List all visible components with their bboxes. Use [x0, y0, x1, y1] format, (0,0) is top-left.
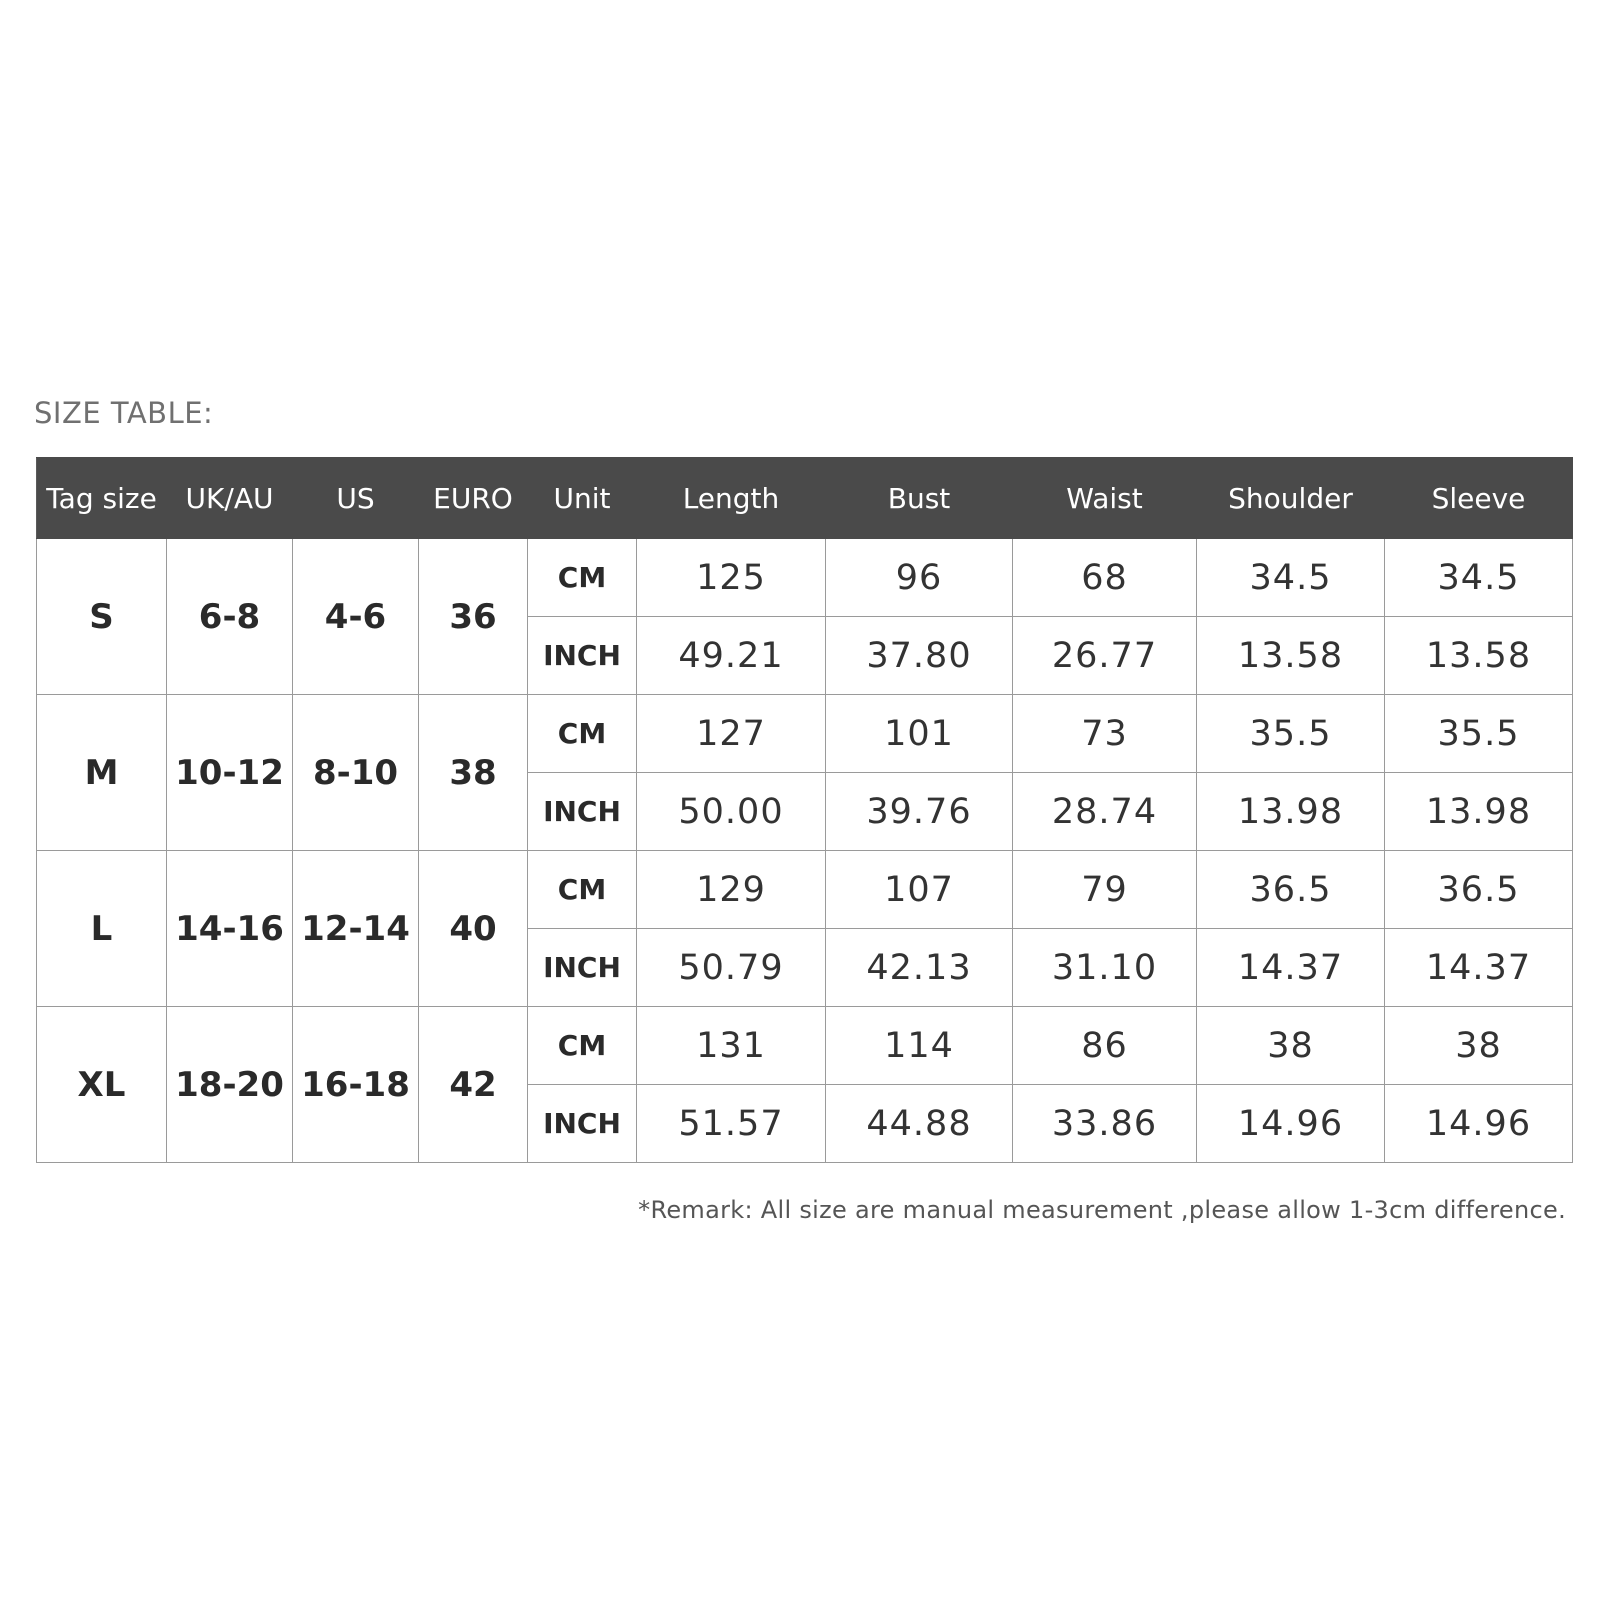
- unit-cell: CM: [528, 851, 637, 929]
- euro-cell: 36: [419, 539, 528, 695]
- length-cell: 50.00: [637, 773, 826, 851]
- sleeve-cell: 38: [1385, 1007, 1573, 1085]
- us-cell: 16-18: [293, 1007, 419, 1163]
- euro-cell: 38: [419, 695, 528, 851]
- table-row: [37, 1007, 1573, 1085]
- unit-cell: CM: [528, 695, 637, 773]
- header-sleeve: Sleeve: [1385, 458, 1573, 539]
- remark-note: *Remark: All size are manual measurement ,please allow 1-3cm difference.: [638, 1196, 1566, 1224]
- waist-cell: 86: [1013, 1007, 1197, 1085]
- tag-size-cell: M: [37, 695, 167, 851]
- shoulder-cell: 35.5: [1197, 695, 1385, 773]
- sleeve-cell: 13.58: [1385, 617, 1573, 695]
- uk-au-cell: 18-20: [167, 1007, 293, 1163]
- waist-cell: 79: [1013, 851, 1197, 929]
- shoulder-cell: 13.58: [1197, 617, 1385, 695]
- uk-au-cell: 14-16: [167, 851, 293, 1007]
- sleeve-cell: 34.5: [1385, 539, 1573, 617]
- length-cell: 51.57: [637, 1085, 826, 1163]
- size-table: [36, 457, 1573, 1163]
- bust-cell: 39.76: [826, 773, 1013, 851]
- uk-au-cell: 6-8: [167, 539, 293, 695]
- length-cell: 50.79: [637, 929, 826, 1007]
- table-row: [37, 539, 1573, 617]
- table-row: [37, 851, 1573, 929]
- unit-cell: INCH: [528, 617, 637, 695]
- header-tag-size: Tag size: [37, 458, 167, 539]
- header-euro: EURO: [419, 458, 528, 539]
- euro-cell: 42: [419, 1007, 528, 1163]
- shoulder-cell: 38: [1197, 1007, 1385, 1085]
- us-cell: 4-6: [293, 539, 419, 695]
- bust-cell: 42.13: [826, 929, 1013, 1007]
- sleeve-cell: 14.96: [1385, 1085, 1573, 1163]
- header-unit: Unit: [528, 458, 637, 539]
- size-table-title: SIZE TABLE:: [34, 396, 214, 430]
- header-us: US: [293, 458, 419, 539]
- length-cell: 125: [637, 539, 826, 617]
- bust-cell: 44.88: [826, 1085, 1013, 1163]
- bust-cell: 101: [826, 695, 1013, 773]
- waist-cell: 73: [1013, 695, 1197, 773]
- waist-cell: 68: [1013, 539, 1197, 617]
- shoulder-cell: 34.5: [1197, 539, 1385, 617]
- shoulder-cell: 14.37: [1197, 929, 1385, 1007]
- uk-au-cell: 10-12: [167, 695, 293, 851]
- table-row: [37, 695, 1573, 773]
- us-cell: 8-10: [293, 695, 419, 851]
- euro-cell: 40: [419, 851, 528, 1007]
- unit-cell: CM: [528, 1007, 637, 1085]
- tag-size-cell: S: [37, 539, 167, 695]
- header-row: [37, 458, 1573, 539]
- unit-cell: INCH: [528, 773, 637, 851]
- tag-size-cell: L: [37, 851, 167, 1007]
- us-cell: 12-14: [293, 851, 419, 1007]
- waist-cell: 26.77: [1013, 617, 1197, 695]
- bust-cell: 96: [826, 539, 1013, 617]
- length-cell: 131: [637, 1007, 826, 1085]
- shoulder-cell: 36.5: [1197, 851, 1385, 929]
- unit-cell: INCH: [528, 1085, 637, 1163]
- sleeve-cell: 35.5: [1385, 695, 1573, 773]
- tag-size-cell: XL: [37, 1007, 167, 1163]
- waist-cell: 33.86: [1013, 1085, 1197, 1163]
- length-cell: 49.21: [637, 617, 826, 695]
- waist-cell: 31.10: [1013, 929, 1197, 1007]
- header-shoulder: Shoulder: [1197, 458, 1385, 539]
- sleeve-cell: 14.37: [1385, 929, 1573, 1007]
- bust-cell: 107: [826, 851, 1013, 929]
- header-bust: Bust: [826, 458, 1013, 539]
- sleeve-cell: 13.98: [1385, 773, 1573, 851]
- header-length: Length: [637, 458, 826, 539]
- bust-cell: 37.80: [826, 617, 1013, 695]
- length-cell: 127: [637, 695, 826, 773]
- sleeve-cell: 36.5: [1385, 851, 1573, 929]
- bust-cell: 114: [826, 1007, 1013, 1085]
- shoulder-cell: 13.98: [1197, 773, 1385, 851]
- waist-cell: 28.74: [1013, 773, 1197, 851]
- length-cell: 129: [637, 851, 826, 929]
- unit-cell: CM: [528, 539, 637, 617]
- header-uk-au: UK/AU: [167, 458, 293, 539]
- shoulder-cell: 14.96: [1197, 1085, 1385, 1163]
- unit-cell: INCH: [528, 929, 637, 1007]
- header-waist: Waist: [1013, 458, 1197, 539]
